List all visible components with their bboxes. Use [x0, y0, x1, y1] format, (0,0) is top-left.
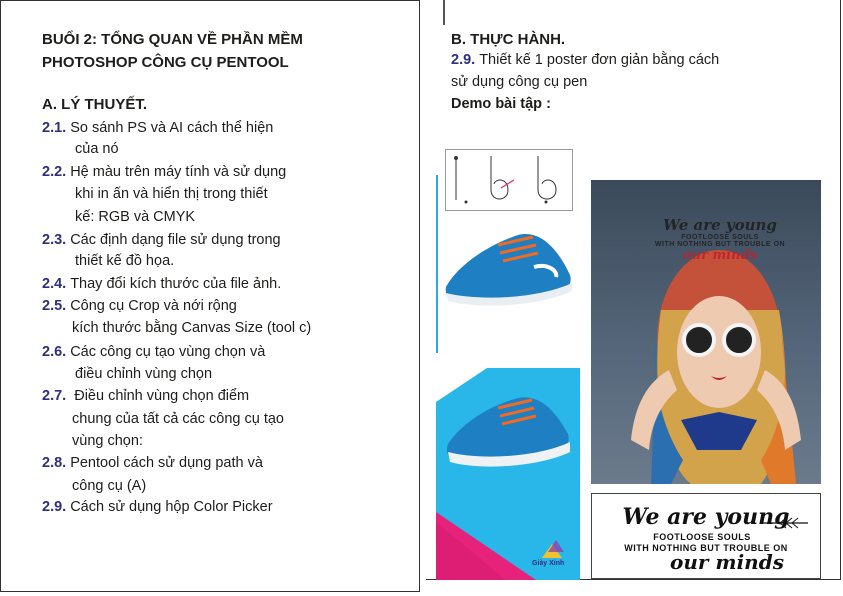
practice-heading: B. THỰC HÀNH. — [451, 31, 566, 48]
list-item: 2.6. Các công cụ tạo vùng chọn và — [42, 344, 266, 360]
page-binding-line — [443, 0, 445, 25]
theory-heading: A. LÝ THUYẾT. — [42, 96, 148, 113]
list-item-continuation: kế: RGB và CMYK — [75, 209, 196, 225]
list-item-continuation: kích thước bằng Canvas Size (tool c) — [72, 320, 312, 336]
list-item-continuation: thiết kế đồ họa. — [75, 253, 175, 269]
list-item-continuation: chung của tất cả các công cụ tạo — [72, 411, 284, 427]
list-item: 2.1. So sánh PS và AI cách thể hiện — [42, 120, 274, 136]
poster-portrait — [591, 180, 821, 484]
list-item: 2.7. Điều chỉnh vùng chọn điểm — [42, 388, 250, 404]
logo-line2: FOOTLOOSE SOULS — [653, 532, 751, 542]
poster-overlay-text: We are young FOOTLOOSE SOULS WITH NOTHING BUT TROUBLE ON our minds — [654, 216, 786, 263]
list-item-continuation: khi in ấn và hiển thị trong thiết — [75, 186, 268, 202]
logo-line1: We are young — [622, 504, 790, 530]
list-item-continuation: của nó — [75, 141, 119, 157]
lesson-title-line2: PHOTOSHOP CÔNG CỤ PENTOOL — [42, 54, 289, 71]
lesson-title-line1: BUỔI 2: TỔNG QUAN VỀ PHẦN MỀM — [42, 31, 303, 48]
pen-path-icon — [446, 150, 572, 210]
feather-icon — [760, 516, 810, 530]
list-item: 2.3. Các định dạng file sử dụng trong — [42, 232, 281, 248]
logo-line4: our minds — [670, 550, 784, 574]
list-item: 2.8. Pentool cách sử dụng path và — [42, 455, 263, 471]
list-item: 2.4. Thay đổi kích thước của file ảnh. — [42, 276, 282, 292]
list-item-continuation: vùng chọn: — [72, 433, 143, 449]
shop-tag: Giày Xinh — [532, 560, 565, 567]
list-item: 2.5. Công cụ Crop và nới rộng — [42, 298, 237, 314]
pen-tool-diagram — [445, 149, 573, 211]
typography-logo — [591, 493, 821, 579]
list-item-continuation: điều chỉnh vùng chọn — [75, 366, 213, 382]
lesson-title — [42, 28, 382, 74]
list-item-continuation: công cụ (A) — [72, 478, 147, 494]
logo-line3: WITH NOTHING BUT TROUBLE ON — [624, 543, 788, 553]
poster-shoe-design — [436, 362, 580, 580]
list-item: 2.9. Cách sử dụng hộp Color Picker — [42, 499, 273, 515]
poster-shoe-illustration — [436, 362, 580, 580]
practice-task-continuation: sử dụng công cụ pen — [451, 74, 588, 90]
list-item: 2.2. Hệ màu trên máy tính và sử dụng — [42, 164, 287, 180]
practice-task: 2.9. Thiết kế 1 poster đơn giản bằng cách — [451, 52, 720, 68]
demo-label: Demo bài tập : — [451, 96, 551, 112]
